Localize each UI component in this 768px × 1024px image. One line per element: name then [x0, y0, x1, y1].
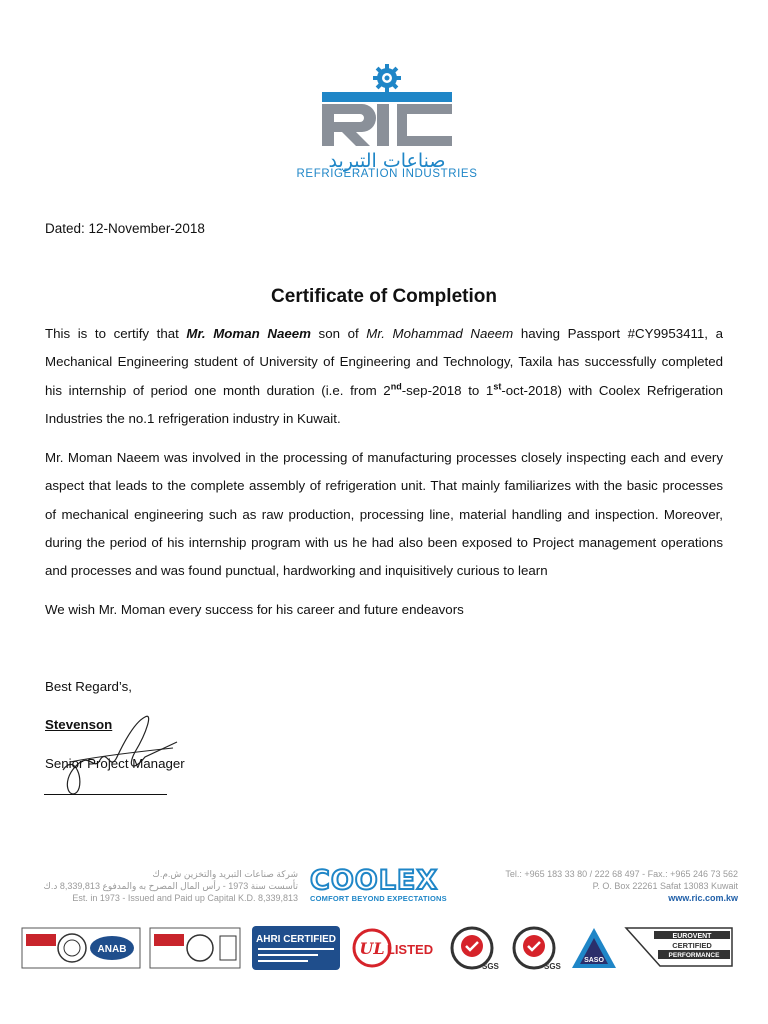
- eurovent-text-1: EUROVENT: [672, 933, 712, 940]
- ahri-text: AHRI CERTIFIED: [256, 934, 336, 945]
- paragraph-wishes: We wish Mr. Moman every success for his career and future endeavors: [45, 602, 464, 617]
- intern-name: Mr. Moman Naeem: [186, 326, 311, 341]
- logo-arabic-text: صناعات التبريد: [328, 150, 446, 172]
- eurovent-badge: [626, 928, 732, 966]
- sgs-text-2: SGS: [544, 962, 561, 971]
- eurovent-text-2: CERTIFIED: [672, 941, 712, 950]
- saso-badge: [572, 928, 616, 968]
- footer-contact-info: Tel.: +965 183 33 80 / 222 68 497 - Fax.: +965 246 73 562 P. O. Box 22261 Safat 13083 Kuwait www.ric.com.kw: [470, 868, 738, 904]
- paragraph-certification: This is to certify that Mr. Moman Naeem son of Mr. Mohammad Naeem having Passport #CY9953411, a Mechanical Engineering student of University of Engineering and Technology, Taxila has successfully completed his internship of period one month duration (i.e. from 2nd-sep-2018 to 1st-oct-2018) with Coolex Refrigeration Industries the no.1 refrigeration industry in Kuwait.: [45, 326, 723, 426]
- handwritten-signature: [55, 712, 180, 797]
- coolex-tagline: COMFORT BEYOND EXPECTATIONS: [310, 894, 447, 903]
- sgs-badge-1: [452, 928, 500, 971]
- sgs-text-1: SGS: [482, 962, 499, 971]
- date-line: Dated: 12-November-2018: [45, 221, 205, 236]
- listed-text: LISTED: [386, 942, 434, 957]
- saso-text: SASO: [584, 957, 604, 964]
- ahri-certified-badge: [252, 926, 340, 970]
- iso-anab-badge: [22, 928, 140, 968]
- anab-text: ANAB: [97, 944, 127, 955]
- certification-badges: [20, 924, 750, 972]
- paragraph-details: Mr. Moman Naeem was involved in the processing of manufacturing processes closely inspecting each and every aspect that leads to the complete assembly of refrigeration unit. That mainly familiarizes with the basic processes of mechanical engineering such as raw production, processing line, material handling and inspection. Moreover, during the period of his internship program with us he had also been exposed to Project management operations and processes and was found punctual, hardworking and inquisitively curious to learn: [45, 450, 723, 579]
- sgs-badge-2: [514, 928, 562, 971]
- signature-line: [44, 794, 167, 795]
- ul-text: UL: [359, 939, 385, 958]
- father-name: Mr. Mohammad Naeem: [366, 326, 514, 341]
- eurovent-text-3: PERFORMANCE: [668, 952, 720, 959]
- footer-company-info: شركة صناعات التبريد والتخزين ش.م.ك تأسست سنة 1973 - رأس المال المصرح به والمدفوع 8,339,813 د.ك Est. in 1973 - Issued and Paid up Capital K.D. 8,339,813: [43, 869, 298, 903]
- signer-title: Senior Project Manager: [45, 756, 185, 771]
- signer-name: Stevenson: [45, 717, 113, 732]
- coolex-logo: [310, 866, 450, 903]
- ul-listed-badge: [354, 930, 433, 966]
- coolex-wordmark: COOLEX: [310, 865, 439, 896]
- certificate-title: Certificate of Completion: [271, 286, 497, 307]
- logo-english-text: REFRIGERATION INDUSTRIES: [296, 168, 478, 180]
- website-link[interactable]: www.ric.com.kw: [668, 893, 738, 903]
- gear-icon: [373, 64, 401, 92]
- closing-regards: Best Regard’s,: [45, 679, 132, 694]
- ukas-badge: [150, 928, 240, 968]
